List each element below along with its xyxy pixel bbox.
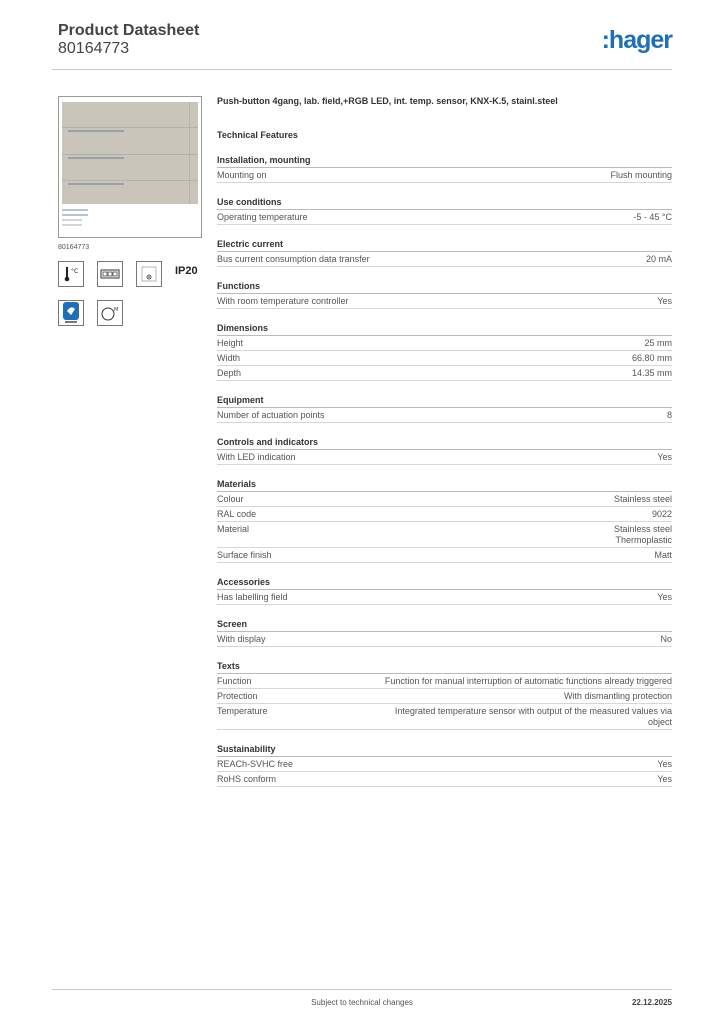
footer-date: 22.12.2025 xyxy=(631,998,672,1007)
spec-row xyxy=(217,336,672,351)
product-image-frame xyxy=(58,96,202,238)
display-icon xyxy=(97,261,123,287)
spec-value: Stainless steel xyxy=(613,494,672,504)
feature-sections xyxy=(217,155,672,787)
spec-row xyxy=(217,351,672,366)
thumbnail[interactable] xyxy=(62,219,82,221)
temperature-sensor-icon xyxy=(58,261,84,287)
section-heading: Functions xyxy=(217,281,672,294)
technical-features-heading: Technical Features xyxy=(217,130,298,140)
spec-value: 66.80 mm xyxy=(631,353,672,363)
product-edge xyxy=(189,102,190,204)
spec-value: Flush mounting xyxy=(610,170,672,180)
section-heading: Controls and indicators xyxy=(217,437,672,450)
section-heading: Materials xyxy=(217,479,672,492)
spec-value: Yes xyxy=(657,452,672,462)
spec-row xyxy=(217,450,672,465)
section-heading: Electric current xyxy=(217,239,672,252)
feature-section xyxy=(217,479,672,563)
section-heading: Installation, mounting xyxy=(217,155,672,168)
spec-row xyxy=(217,704,672,730)
product-line xyxy=(62,127,198,128)
spec-value: No xyxy=(660,634,672,644)
certification-icons xyxy=(58,261,202,343)
led-icon xyxy=(136,261,162,287)
product-sidebar xyxy=(58,96,202,343)
image-thumbnails[interactable] xyxy=(62,209,88,229)
spec-row xyxy=(217,408,672,423)
spec-label: REACh-SVHC free xyxy=(217,759,294,769)
label-bar xyxy=(68,157,124,159)
spec-value: Matt xyxy=(654,550,672,560)
spec-value: Function for manual interruption of automatic functions already triggered xyxy=(384,676,672,686)
feature-section xyxy=(217,197,672,225)
hager-logo: :hager xyxy=(601,26,672,54)
circle-marker-icon xyxy=(97,300,123,326)
spec-value: Yes xyxy=(657,592,672,602)
technical-content xyxy=(217,96,672,787)
product-title: Push-button 4gang, lab. field,+RGB LED, int. temp. sensor, KNX-K.5, stainl.steel xyxy=(217,96,558,106)
feature-section xyxy=(217,395,672,423)
section-heading: Sustainability xyxy=(217,744,672,757)
feature-section xyxy=(217,744,672,787)
spec-label: Operating temperature xyxy=(217,212,308,222)
label-bar xyxy=(68,130,124,132)
spec-label: Number of actuation points xyxy=(217,410,325,420)
feature-section xyxy=(217,661,672,730)
spec-value: Yes xyxy=(657,774,672,784)
feature-section xyxy=(217,619,672,647)
spec-label: RoHS conform xyxy=(217,774,277,784)
spec-row xyxy=(217,252,672,267)
spec-value: 14.35 mm xyxy=(631,368,672,378)
header-divider xyxy=(52,69,672,70)
spec-value: 9022 xyxy=(651,509,672,519)
spec-label: Has labelling field xyxy=(217,592,288,602)
spec-row xyxy=(217,674,672,689)
thumbnail[interactable] xyxy=(62,209,88,211)
page-header xyxy=(58,22,672,70)
feature-section xyxy=(217,239,672,267)
svg-text:M: M xyxy=(114,307,119,313)
section-heading: Accessories xyxy=(217,577,672,590)
spec-value: Integrated temperature sensor with output of the measured values via object xyxy=(394,706,672,727)
spec-label: Width xyxy=(217,353,241,363)
product-number-caption: 80164773 xyxy=(58,244,90,251)
spec-row xyxy=(217,522,672,548)
footer-divider xyxy=(52,989,672,990)
feature-section xyxy=(217,281,672,309)
label-bar xyxy=(68,183,124,185)
section-heading: Dimensions xyxy=(217,323,672,336)
feature-section xyxy=(217,323,672,381)
spec-row xyxy=(217,507,672,522)
spec-row xyxy=(217,548,672,563)
product-line xyxy=(62,180,198,181)
spec-label: With room temperature controller xyxy=(217,296,349,306)
spec-value: 25 mm xyxy=(644,338,672,348)
spec-label: Function xyxy=(217,676,252,686)
ip20-badge: IP20 xyxy=(175,265,198,277)
spec-row xyxy=(217,210,672,225)
spec-label: Mounting on xyxy=(217,170,267,180)
spec-row xyxy=(217,294,672,309)
footer-note: Subject to technical changes xyxy=(311,998,413,1007)
spec-row xyxy=(217,366,672,381)
section-heading: Use conditions xyxy=(217,197,672,210)
svg-text:°C: °C xyxy=(71,268,79,275)
spec-row xyxy=(217,168,672,183)
feature-section xyxy=(217,155,672,183)
spec-label: Colour xyxy=(217,494,244,504)
spec-row xyxy=(217,689,672,704)
document-number: 80164773 xyxy=(58,40,130,57)
spec-row xyxy=(217,632,672,647)
spec-label: Depth xyxy=(217,368,242,378)
thumbnail[interactable] xyxy=(62,214,88,216)
spec-label: Material xyxy=(217,524,250,534)
spec-label: Protection xyxy=(217,691,258,701)
spec-value: 8 xyxy=(666,410,672,420)
spec-label: Temperature xyxy=(217,706,268,716)
section-heading: Texts xyxy=(217,661,672,674)
spec-row xyxy=(217,492,672,507)
spec-label: Surface finish xyxy=(217,550,272,560)
product-line xyxy=(62,154,198,155)
spec-row xyxy=(217,757,672,772)
spec-value: Yes xyxy=(657,296,672,306)
feature-section xyxy=(217,577,672,605)
feature-section xyxy=(217,437,672,465)
spec-row xyxy=(217,772,672,787)
spec-value: Yes xyxy=(657,759,672,769)
spec-row xyxy=(217,590,672,605)
spec-value: With dismantling protection xyxy=(563,691,672,701)
thumbnail[interactable] xyxy=(62,224,82,226)
spec-label: Height xyxy=(217,338,244,348)
product-image xyxy=(62,102,198,204)
spec-label: With LED indication xyxy=(217,452,296,462)
section-heading: Equipment xyxy=(217,395,672,408)
document-title: Product Datasheet xyxy=(58,22,200,39)
section-heading: Screen xyxy=(217,619,672,632)
spec-label: Bus current consumption data transfer xyxy=(217,254,370,264)
spec-value: 20 mA xyxy=(645,254,672,264)
spec-label: With display xyxy=(217,634,266,644)
spec-value: Stainless steel Thermoplastic xyxy=(613,524,672,545)
spec-label: RAL code xyxy=(217,509,257,519)
energy-label-icon xyxy=(58,300,84,326)
spec-value: -5 - 45 °C xyxy=(633,212,672,222)
